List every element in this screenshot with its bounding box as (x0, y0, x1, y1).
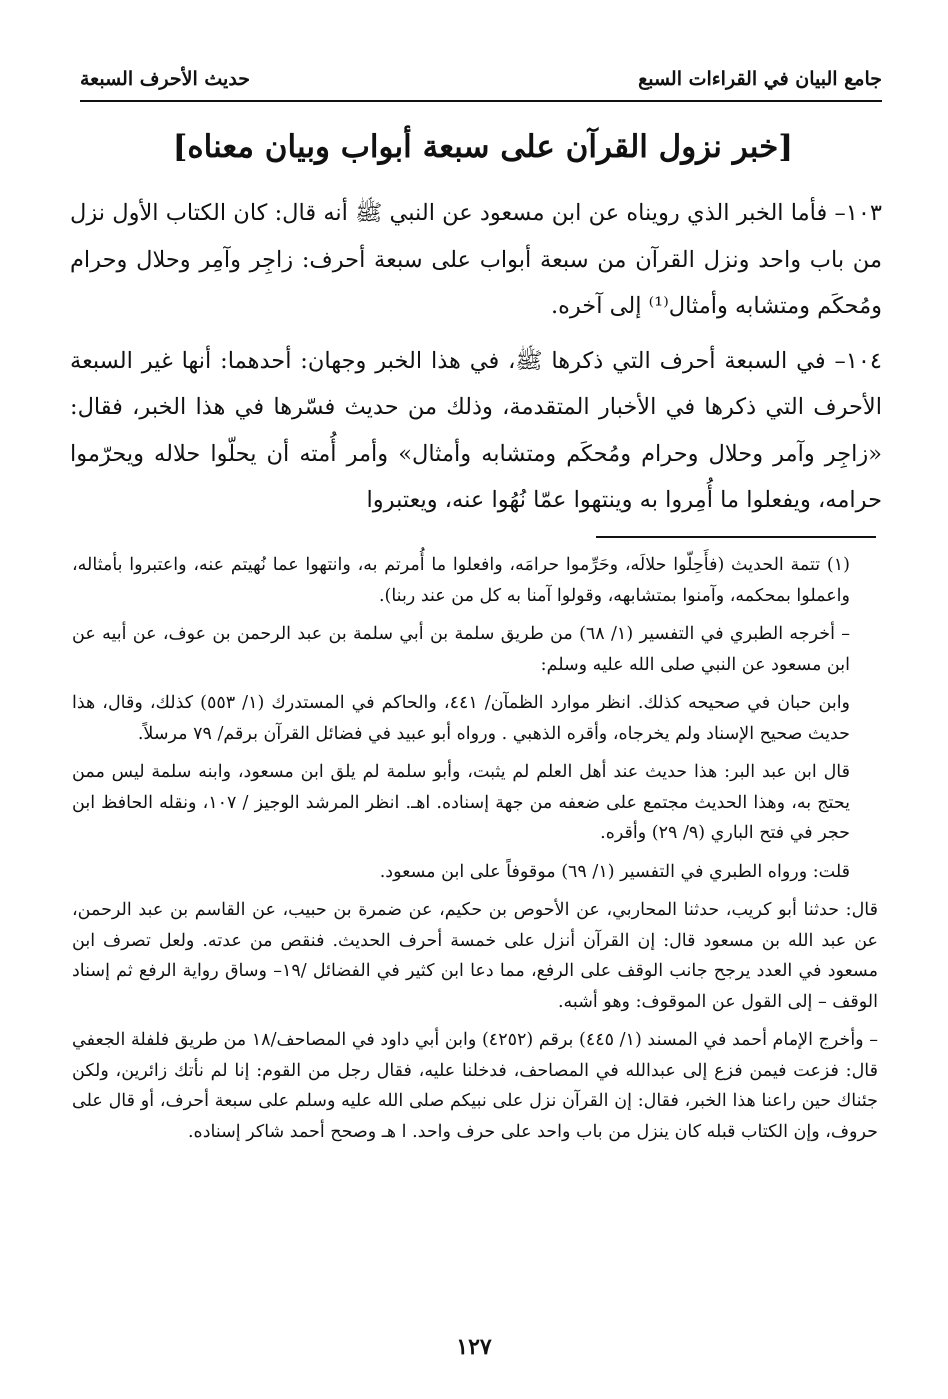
footnote-ibn-abd-al-barr: قال ابن عبد البر: هذا حديث عند أهل العلم لم يثبت، وأبو سلمة لم يلق ابن مسعود، وابنه سلمة ليس ممن يحتج به، وهذا الحديث مجتمع على ضعفه من جهة إسناده. اهـ. انظر المرشد الوجيز / ١٠٧، ونقله الحافظ ابن حجر في فتح الباري (٩/ ٢٩) وأقره. (72, 762, 850, 843)
footnote-ibn-hibban: وابن حبان في صحيحه كذلك. انظر موارد الظمآن/ ٤٤١، والحاكم في المستدرك (١/ ٥٥٣) كذلك، وقال، هذا حديث صحيح الإسناد ولم يخرجاه، وأقره الذهبي . ورواه أبو عبيد في فضائل القرآن برقم/ ٧٩ مرسلاً. (72, 693, 851, 744)
book-title: جامع البيان في القراءات السبع (638, 68, 882, 90)
footnote-ahmad: – وأخرج الإمام أحمد في المسند (١/ ٤٤٥) برقم (٤٢٥٢) وابن أبي داود في المصاحف/١٨ من طريق فلفلة الجعفي قال: فزعت فيمن فزع إلى عبدالله في المصاحف، فدخلنا عليه، فقال رجل من القوم: إنا لم نأتك زائرين، ولكن جئناك حين راعنا هذا الخبر، فقال: إن القرآن نزل على نبيكم صلى الله عليه وسلم على سبعة أحرف، أو قال على حروف، وإن الكتاب قبله كان ينزل من باب واحد على حرف واحد. ا هـ وصحح أحمد شاكر إسناده. (72, 1030, 878, 1142)
main-text (70, 190, 882, 524)
footnote-1: (١) تتمة الحديث (فأَحِلّوا حلالَه، وحَرِّموا حرامَه، وافعلوا ما أُمرتم به، وانتهوا عما نُهيتم عنه، واعتبروا بأمثاله، واعملوا بمحكمه، وآمنوا بمتشابهه، وقولوا آمنا به كل من عند ربنا). (72, 555, 850, 606)
paragraph-104: ١٠٤– في السبعة أحرف التي ذكرها ﷺ، في هذا الخبر وجهان: أحدهما: أنها غير السبعة الأحرف التي ذكرها في الأخبار المتقدمة، وذلك من حديث فسّرها في هذا الخبر، فقال: «زاجِر وآمر وحلال وحرام ومُحكَم ومتشابه وأمثال» وأمر أُمته أن يحلّوا حلاله ويحرّموا حرامه، ويفعلوا ما أُمِروا به وينتهوا عمّا نُهُوا عنه، ويعتبروا (70, 347, 882, 513)
paragraph-103: ١٠٣– فأما الخبر الذي رويناه عن ابن مسعود عن النبي ﷺ أنه قال: كان الكتاب الأول نزل من باب واحد ونزل القرآن من سبعة أبواب على سبعة أحرف: زاجِر وآمِر وحلال وحرام ومُحكَم ومتشابه وأمثال⁽¹⁾ إلى آخره. (70, 200, 882, 319)
footnote-qultu: قلت: ورواه الطبري في التفسير (١/ ٦٩) موقوفاً على ابن مسعود. (379, 861, 850, 882)
page-number: ١٢٧ (456, 1334, 492, 1360)
chapter-title: حديث الأحرف السبعة (80, 68, 251, 90)
section-title: [خبر نزول القرآن على سبعة أبواب وبيان معناه] (172, 129, 793, 165)
footnote-separator (596, 536, 876, 538)
running-header (80, 62, 882, 102)
footnote-tabari: – أخرجه الطبري في التفسير (١/ ٦٨) من طريق سلمة بن أبي سلمة بن عبد الرحمن بن عوف، عن أبيه عن ابن مسعود عن النبي صلى الله عليه وسلم: (72, 624, 850, 675)
footnote-qal: قال: حدثنا أبو كريب، حدثنا المحاربي، عن الأحوص بن حكيم، عن ضمرة بن حبيب، عن القاسم بن عبد الرحمن، عن عبد الله بن مسعود قال: إن القرآن أنزل على خمسة أحرف الحديث. فنقص من عدته. ولعل تصرف ابن مسعود في العدد يرجح جانب الوقف على الرفع، مما دعا ابن كثير في الفضائل /١٩– وساق رواية الرفع ثم إسناد الوقف – إلى القول عن الموقوف: وهو أشبه. (72, 900, 878, 1012)
footnotes (72, 550, 878, 1147)
